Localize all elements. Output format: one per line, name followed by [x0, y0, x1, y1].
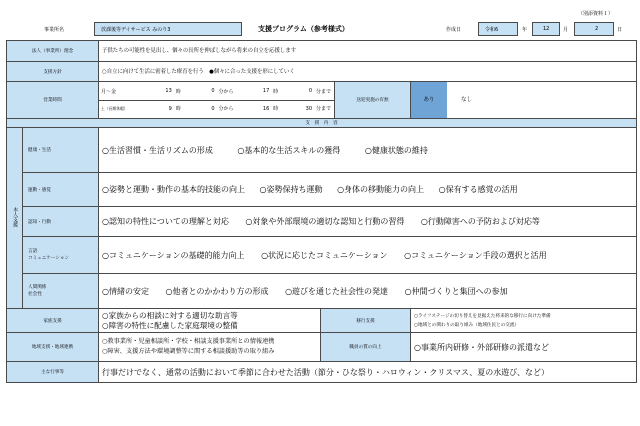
hours-end-unit: 時 — [271, 83, 279, 100]
support-item: ○状況に応じたコミュニケーション — [261, 250, 388, 260]
core-category-label: 健康・生活 — [23, 128, 99, 173]
support-item: ○対象や外部環境の適切な認知と行動の習得 — [245, 217, 405, 226]
transport-yes: あり — [411, 82, 447, 118]
policy-label: 支援方針 — [7, 62, 99, 82]
hours-row — [7, 82, 637, 119]
support-item: ○健康状態の維持 — [364, 145, 428, 155]
transition-support-text — [411, 309, 637, 333]
created-date-label: 作成日 — [446, 27, 462, 33]
core-category-label-text: 人間関係 社会性 — [28, 285, 47, 297]
office-name-label: 事業所名 — [44, 27, 65, 33]
hours-start-min: 0 — [182, 83, 217, 100]
hours-start-unit: 時 — [175, 106, 181, 113]
events-text: 行事だけでなく、通常の活動において季節に合わせた活動（節分・ひな祭り・ハロウィン・クリスマス、夏の水遊び、など） — [99, 362, 637, 383]
era-year-value: 令和6 — [485, 27, 499, 33]
office-name-value: 放課後等デイサービス みのり3 — [101, 27, 171, 33]
core-category-items — [99, 237, 637, 274]
hours-start-min-unit: 分から — [217, 83, 237, 100]
office-name-cell — [94, 22, 242, 36]
hours-schedule — [99, 82, 335, 119]
hours-start-min-unit: 分から — [218, 106, 234, 113]
community-support-label: 地域支援・地域連携 — [7, 333, 99, 362]
hours-day: 土（長期休暇） — [101, 105, 128, 111]
hours-day: 月～金 — [99, 83, 139, 100]
support-item: ○コミュニケーション手段の選択と活用 — [404, 250, 547, 260]
transport-label: 送迎実施の有無 — [335, 82, 411, 119]
transition-support-label: 移行支援 — [321, 309, 411, 333]
core-category-label: 認知・行動 — [23, 207, 99, 237]
core-category-items — [99, 207, 637, 237]
transport-no: なし — [461, 97, 473, 103]
core-category-items — [99, 173, 637, 207]
support-item: ○行動障害への予防および対応等 — [420, 217, 540, 226]
community-staff-row — [7, 333, 637, 362]
philosophy-label: 法人（事業所）理念 — [7, 41, 99, 62]
family-transition-row — [7, 309, 637, 333]
hours-end: 16 — [262, 105, 270, 112]
community-support-text — [99, 333, 321, 362]
family-support-label: 家族支援 — [7, 309, 99, 333]
support-item: ○基本的な生活スキルの獲得 — [237, 145, 341, 155]
transport-cell — [411, 82, 637, 119]
transition-support-line: ○ライフステージの切り替えを見据えた将来的な移行に向けた準備 — [414, 313, 551, 319]
hours-start-unit: 時 — [174, 83, 182, 100]
support-header: 支 援 内 容 — [7, 119, 637, 128]
hours-end-min-unit: 分まで — [314, 83, 334, 100]
day-cell — [574, 22, 614, 36]
staff-quality-text: ○事業所内研修・外部研修の派遣など — [411, 333, 637, 362]
document-title: 支援プログラム（参考様式） — [258, 25, 349, 33]
core-category-items — [99, 274, 637, 309]
community-support-line: ○教事業所・児童相談所・学校・相談支援事業所との情報連携 — [102, 338, 275, 345]
support-header-row — [7, 119, 637, 128]
day-value: 2 — [595, 26, 599, 32]
core-row-health — [7, 128, 637, 173]
core-row-communication — [7, 237, 637, 274]
core-category-label — [23, 274, 99, 309]
day-unit: 日 — [617, 27, 623, 33]
core-category-label: 運動・感覚 — [23, 173, 99, 207]
core-row-social — [7, 274, 637, 309]
support-item: ○認知の特性についての理解と対応 — [102, 217, 229, 226]
core-support-label-text: 本人支援 — [12, 206, 18, 227]
hours-label: 営業時間 — [7, 82, 99, 119]
philosophy-row — [7, 41, 637, 62]
support-item: ○遊びを通じた社会性の発達 — [285, 286, 389, 296]
family-support-line: ○家族からの相談に対する適切な助言等 — [102, 310, 238, 320]
core-row-cognition — [7, 207, 637, 237]
era-year-cell — [478, 22, 518, 36]
policy-row — [7, 62, 637, 82]
core-category-label — [23, 237, 99, 274]
core-row-motor — [7, 173, 637, 207]
hours-inner-table — [99, 83, 334, 117]
transition-support-line: ○地域との関わりの取り組み（地域住民との交流） — [414, 322, 520, 328]
hours-start: 9 — [168, 105, 172, 112]
philosophy-text: 子供たちの可能性を見出し、個々の長所を伸ばしながら将来の自立を応援します — [99, 41, 637, 62]
month-cell — [532, 22, 560, 36]
staff-quality-label: 職員の質の向上 — [321, 333, 411, 362]
support-item: ○情緒の安定 — [102, 286, 149, 296]
family-support-line: ○障害の特性に配慮した家庭環境の整備 — [102, 320, 238, 330]
hours-end: 17 — [237, 83, 272, 100]
support-item: ○保有する感覚の活用 — [438, 185, 518, 194]
hours-end-unit: 時 — [273, 106, 279, 113]
support-item: ○コミュニケーションの基礎的能力向上 — [102, 250, 245, 260]
core-support-label — [7, 128, 23, 309]
support-item: ○仲間づくりと集団への参加 — [404, 286, 508, 296]
events-row — [7, 362, 637, 383]
hours-start-min: 0 — [211, 105, 215, 112]
hours-end-min: 0 — [279, 83, 314, 100]
hours-end-min: 30 — [305, 105, 313, 112]
hours-saturday-row — [99, 100, 334, 117]
support-item: ○姿勢と運動・動作の基本的技能の向上 — [102, 185, 245, 194]
hours-weekday-row — [99, 83, 334, 100]
community-support-line: ○障害、支援方法や環境調整等に関する相談援助等の取り組み — [102, 348, 275, 355]
hours-start: 13 — [139, 83, 174, 100]
appendix-label: （別添資料１） — [578, 11, 614, 17]
month-unit: 月 — [563, 27, 569, 33]
support-item: ○他者とのかかわり方の形成 — [165, 286, 269, 296]
hours-end-min-unit: 分まで — [316, 106, 332, 113]
family-support-text — [99, 309, 321, 333]
support-item: ○生活習慣・生活リズムの形成 — [102, 145, 213, 155]
core-category-items — [99, 128, 637, 173]
core-category-label-text: 言語 コミュニケーション — [28, 249, 70, 261]
year-unit: 年 — [522, 27, 528, 33]
events-label: 主な行事等 — [7, 362, 99, 383]
support-item: ○身体の移動能力の向上 — [337, 185, 425, 194]
month-value: 12 — [543, 26, 550, 32]
policy-text: ○自立に向けて生活に密着した療育を行う ●個々に合った支援を形にしていく — [99, 62, 637, 82]
support-program-table — [6, 40, 637, 383]
support-item: ○姿勢保持ち運動 — [259, 185, 323, 194]
